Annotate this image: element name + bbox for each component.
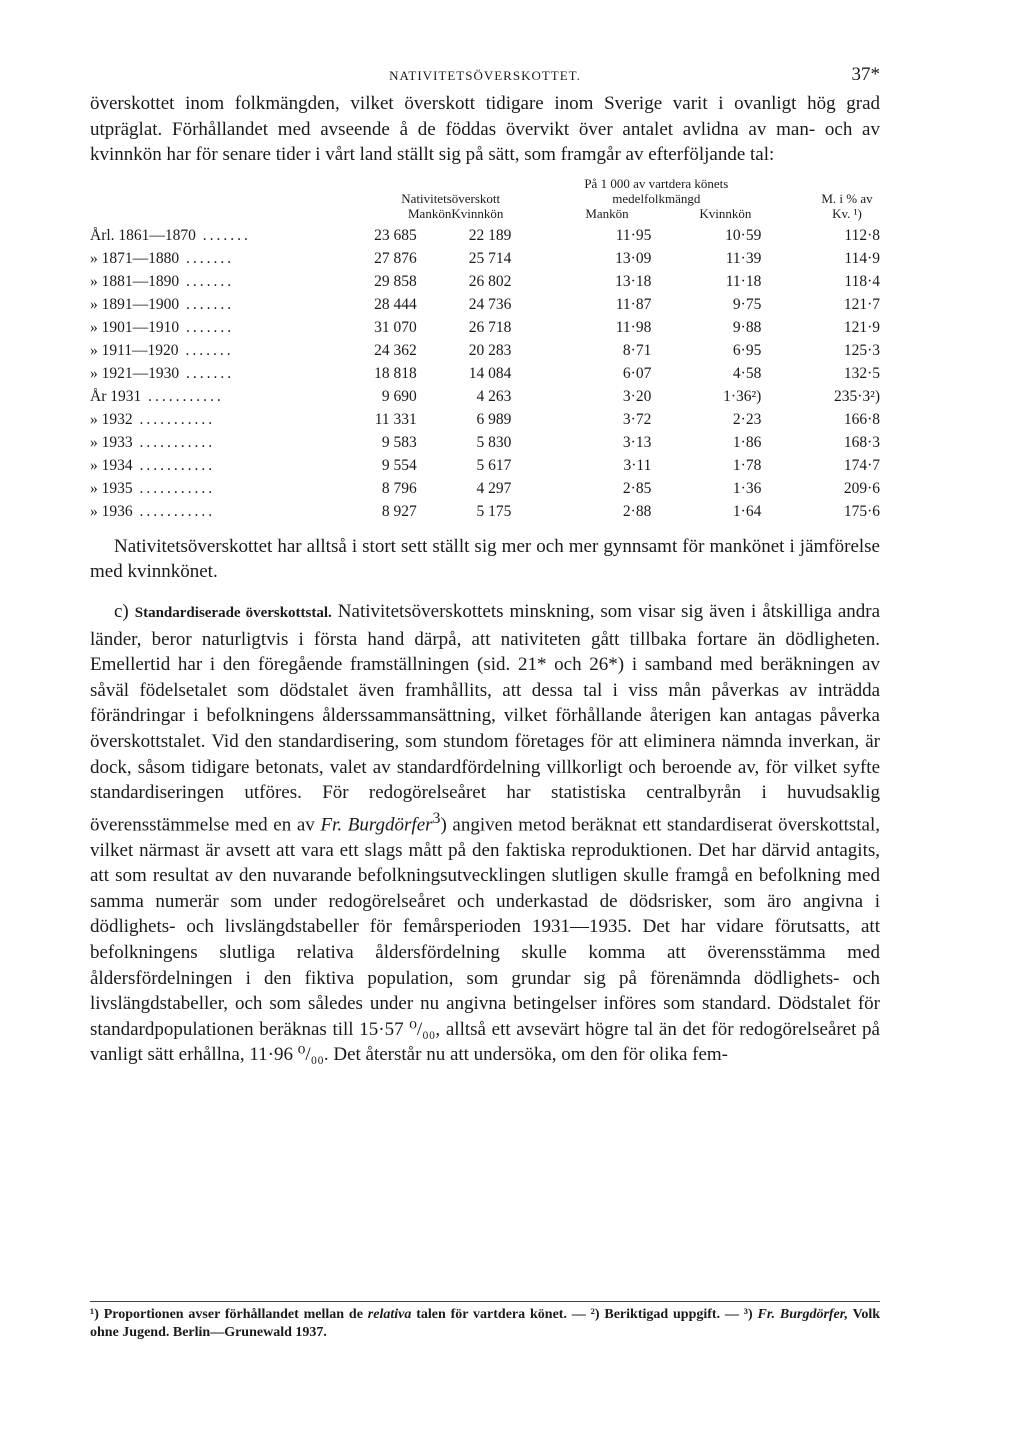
table-row [90,386,880,409]
header-group-surplus: Nativitetsöverskott Mankön Kvinnkön [401,190,504,221]
page-number: 37* [851,64,880,85]
row-label: » 1934 [90,457,133,475]
cell-rate-male: 11·98 [615,319,652,337]
author-footnote-ref: 3 [432,809,441,827]
cell-surplus-male: 8 927 [381,503,417,521]
section-text-a: Nativitetsöverskottets minskning, som visar sig även i åtskilliga andra länder, beror naturligtvis i första hand därpå, att nativiteten gått tillbaka fortare än dödligheten. Emellertid har i den föregående framställningen (sid. 21* och 26*) i samband med beräkningen av såväl födelsetalet som dödstalet även framhållits, att dessa tal i viss mån påverkas av inträdda förändringar i befolkningens ålderssammansättning, vilket förhållande återigen kan antagas påverka överskottstalet. Vid den standardisering, som stundom företages för att eliminera nämnda inverkan, är dock, såsom tidigare betonats, valet av standardfördelning villkorligt och beroende av, för vilket syfte standardiseringen utföres. För redogörelseåret har statistiska centralbyrån i huvudsaklig överensstämmelse med en av [90,600,881,836]
header-surplus-female: Kvinnkön [451,205,504,221]
footnote-2-text: Beriktigad uppgift. — [604,1307,739,1322]
cell-surplus-female: 6 989 [476,411,512,429]
section-c-paragraph [90,599,880,1068]
cited-author: Fr. Burgdörfer [320,814,433,836]
row-label: År 1931 [90,388,142,406]
cell-ratio: 235·3²) [834,388,880,406]
row-label: Årl. 1861—1870 [90,227,196,245]
cell-rate-male: 11·95 [615,227,652,245]
cell-ratio: 125·3 [843,342,880,360]
cell-ratio: 121·9 [843,319,880,337]
cell-ratio: 112·8 [844,227,880,245]
cell-surplus-male: 9 690 [381,388,417,406]
cell-rate-male: 6·07 [622,365,652,383]
leader-dots: ....... [179,273,235,291]
section-marker: c) [114,600,129,622]
cell-rate-female: 11·18 [725,273,762,291]
row-label: » 1901—1910 [90,319,180,337]
cell-surplus-female: 4 263 [476,388,512,406]
footnote-1-mark: ¹) [90,1307,99,1322]
cell-surplus-female: 4 297 [476,480,512,498]
cell-surplus-female: 26 718 [468,319,512,337]
cell-rate-female: 10·59 [725,227,762,245]
cell-surplus-male: 23 685 [374,227,417,245]
cell-rate-female: 1·36 [732,480,762,498]
row-label: » 1881—1890 [90,273,180,291]
footnote-line: ¹) Proportionen avser förhållandet mellan de relativa talen för vartdera könet. — ²) Beriktigad uppgift. — ³) Fr. Burgdörfer, Volk ohne Jugend. Berlin—Grunewald 1937. [90,1307,881,1340]
leader-dots: ....... [179,319,235,337]
section-heading: Standardiserade överskottstal. [134,604,332,621]
cell-ratio: 174·7 [843,457,880,475]
section-text-b: ) angiven metod beräknat ett standardiserat överskottstal, vilket närmast är avsett att vara ett slags mått på den faktiska reproduktionen. Det har därvid antagits, att som resultat av den nuvarande befolkningsutvecklingen slutligen skulle framgå en befolkning med samma numerär som under redogörelseåret och underkastad de dödsrisker, som äro angivna i dödlighets- och livslängdstabeller för femårsperioden 1931—1935. Det har vidare förutsatts, att befolkningens slutliga relativa åldersfördelning skulle komma att överensstämma med åldersfördelningen i den fiktiva population, som grundar sig på förenämnda dödlighets- och livslängdstabeller, och som således under nu angivna betingelser införes som standard. Dödstalet för standardpopulationen beräknas till 15·57 ⁰/₀₀, alltså ett avsevärt högre tal än det för redogörelseåret på vanligt sätt erhållna, 11·96 ⁰/₀₀. Det återstår nu att undersöka, om den för olika fem- [90,814,881,1066]
cell-rate-male: 3·20 [622,388,652,406]
running-head [90,62,880,88]
cell-surplus-female: 26 802 [468,273,512,291]
cell-surplus-female: 5 175 [476,503,512,521]
cell-rate-male: 2·88 [622,503,652,521]
intro-paragraph: överskottet inom folkmängden, vilket överskott tidigare inom Sverige varit i ovanligt hög grad utpräglat. Förhållandet med avseende å de föddas övervikt över antalet avlidna av man- och av kvinnkön har för senare tider i vårt land ställt sig på sätt, som framgår av efterföljande tal: [90,93,880,166]
table-row [90,294,880,317]
leader-dots: ....... [179,296,235,314]
cell-surplus-female: 22 189 [468,227,512,245]
row-label: » 1911—1920 [90,342,179,360]
cell-surplus-male: 11 331 [374,411,417,429]
cell-rate-female: 1·78 [732,457,762,475]
table-body [90,225,880,524]
cell-surplus-male: 27 876 [374,250,417,268]
cell-rate-male: 13·18 [615,273,652,291]
footnote-1-italic: relativa [367,1307,412,1322]
cell-rate-male: 13·09 [615,250,652,268]
cell-ratio: 168·3 [843,434,880,452]
header-rate-male: Mankön [585,205,629,221]
leader-dots: ........... [132,434,216,452]
header-rate-female: Kvinnkön [699,205,752,221]
table-row [90,501,880,524]
cell-rate-female: 9·88 [732,319,762,337]
cell-rate-male: 2·85 [622,480,652,498]
cell-surplus-male: 24 362 [374,342,417,360]
table-row [90,409,880,432]
cell-rate-male: 3·72 [622,411,652,429]
leader-dots: ....... [195,227,251,245]
cell-rate-male: 11·87 [615,296,652,314]
row-label: » 1933 [90,434,133,452]
table-row [90,432,880,455]
footnote-2-mark: ²) [590,1307,600,1322]
birth-surplus-table [90,176,880,524]
cell-rate-female: 1·64 [732,503,762,521]
cell-rate-female: 1·36²) [723,388,762,406]
header-group-rates: På 1 000 av vartdera könets medelfolkmängd Mankön Kvinnkön [584,175,752,221]
footnote-3-text: Volk ohne Jugend. Berlin—Grunewald 1937. [90,1307,881,1340]
cell-rate-male: 3·11 [623,457,652,475]
table-row [90,317,880,340]
header-surplus-male: Mankön [408,205,452,221]
leader-dots: ........... [132,503,216,521]
row-label: » 1921—1930 [90,365,180,383]
cell-surplus-male: 8 796 [381,480,417,498]
leader-dots: ....... [178,342,234,360]
cell-surplus-female: 14 084 [468,365,512,383]
cell-rate-female: 2·23 [732,411,762,429]
footnotes [90,1301,880,1342]
cell-rate-male: 3·13 [622,434,652,452]
leader-dots: ........... [132,457,216,475]
cell-ratio: 132·5 [843,365,880,383]
leader-dots: ........... [141,388,224,406]
cell-surplus-male: 9 554 [381,457,417,475]
cell-rate-female: 11·39 [725,250,762,268]
table-row [90,248,880,271]
cell-ratio: 121·7 [843,296,880,314]
cell-surplus-male: 9 583 [381,434,417,452]
leader-dots: ....... [179,365,235,383]
table-row [90,340,880,363]
table-row [90,271,880,294]
cell-surplus-female: 25 714 [468,250,512,268]
page [90,62,880,1068]
cell-ratio: 118·4 [844,273,880,291]
cell-surplus-female: 20 283 [468,342,512,360]
cell-ratio: 166·8 [843,411,880,429]
cell-surplus-male: 29 858 [374,273,417,291]
running-title: NATIVITETSÖVERSKOTTET. [389,68,581,83]
table-row [90,478,880,501]
row-label: » 1935 [90,480,133,498]
cell-surplus-female: 5 830 [476,434,512,452]
leader-dots: ........... [132,480,216,498]
cell-rate-female: 9·75 [732,296,762,314]
row-label: » 1932 [90,411,133,429]
cell-rate-female: 4·58 [732,365,762,383]
leader-dots: ........... [132,411,216,429]
header-ratio: M. i % av Kv. ¹) [821,190,873,221]
cell-surplus-male: 31 070 [374,319,417,337]
cell-surplus-female: 24 736 [468,296,512,314]
cell-rate-male: 8·71 [622,342,652,360]
footnote-3-author: Fr. Burgdörfer, [757,1307,848,1322]
cell-ratio: 114·9 [844,250,880,268]
leader-dots: ....... [179,250,235,268]
cell-rate-female: 1·86 [732,434,762,452]
table-row [90,363,880,386]
cell-surplus-male: 18 818 [374,365,417,383]
table-row [90,225,880,248]
cell-ratio: 175·6 [843,503,880,521]
row-label: » 1871—1880 [90,250,180,268]
cell-ratio: 209·6 [843,480,880,498]
after-table-paragraph: Nativitetsöverskottet har alltså i stort sett ställt sig mer och mer gynnsamt för mankönet i jämförelse med kvinnkönet. [90,535,880,583]
cell-rate-female: 6·95 [732,342,762,360]
cell-surplus-female: 5 617 [476,457,512,475]
row-label: » 1891—1900 [90,296,180,314]
table-row [90,455,880,478]
cell-surplus-male: 28 444 [374,296,417,314]
row-label: » 1936 [90,503,133,521]
footnote-3-mark: ³) [743,1307,753,1322]
